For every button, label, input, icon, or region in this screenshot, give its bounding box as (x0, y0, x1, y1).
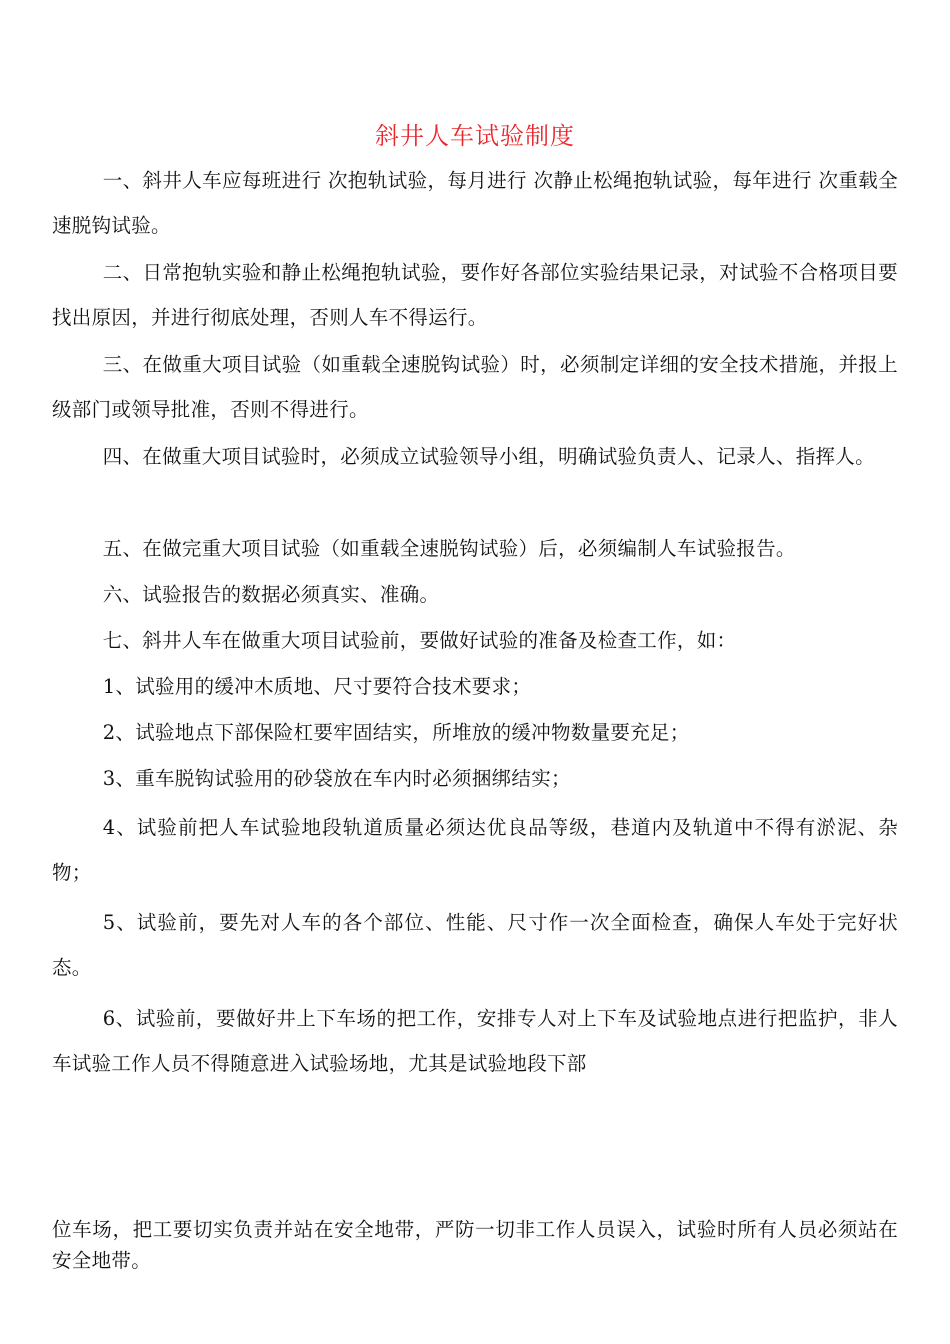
list-item-3: 3、重车脱钩试验用的砂袋放在车内时必须捆绑结实； (102, 767, 571, 790)
list-item-2: 2、试验地点下部保险杠要牢固结实，所堆放的缓冲物数量要充足； (102, 721, 690, 744)
paragraph-5: 五、在做完重大项目试验（如重载全速脱钩试验）后，必须编制人车试验报告。 (102, 537, 796, 560)
paragraph-3: 三、在做重大项目试验（如重载全速脱钩试验）时，必须制定详细的安全技术措施，并报上级部门或领导批准，否则不得进行。 (52, 353, 898, 421)
paragraph-2: 二、日常抱轨实验和静止松绳抱轨试验，要作好各部位实验结果记录，对试验不合格项目要找出原因，并进行彻底处理，否则人车不得运行。 (52, 261, 898, 329)
paragraph-7: 七、斜井人车在做重大项目试验前，要做好试验的准备及检查工作，如： (102, 629, 737, 652)
paragraph-4: 四、在做重大项目试验时，必须成立试验领导小组，明确试验负责人、记录人、指挥人。 (102, 445, 875, 468)
list-item-4: 4、试验前把人车试验地段轨道质量必须达优良品等级，巷道内及轨道中不得有淤泥、杂物； (52, 816, 898, 884)
paragraph-1: 一、斜井人车应每班进行 次抱轨试验，每月进行 次静止松绳抱轨试验，每年进行 次重载全速脱钩试验。 (52, 169, 898, 237)
document-title: 斜井人车试验制度 (375, 122, 575, 150)
list-item-5: 5、试验前，要先对人车的各个部位、性能、尺寸作一次全面检查，确保人车处于完好状态。 (52, 911, 898, 979)
continuation-paragraph: 位车场，把工要切实负责并站在安全地带，严防一切非工作人员误入，试验时所有人员必须站在安全地带。 (52, 1218, 898, 1272)
list-item-6: 6、试验前，要做好井上下车场的把工作，安排专人对上下车及试验地点进行把监护，非人车试验工作人员不得随意进入试验场地，尤其是试验地段下部 (52, 1007, 898, 1075)
list-item-1: 1、试验用的缓冲木质地、尺寸要符合技术要求； (102, 675, 532, 698)
paragraph-6: 六、试验报告的数据必须真实、准确。 (102, 583, 440, 606)
